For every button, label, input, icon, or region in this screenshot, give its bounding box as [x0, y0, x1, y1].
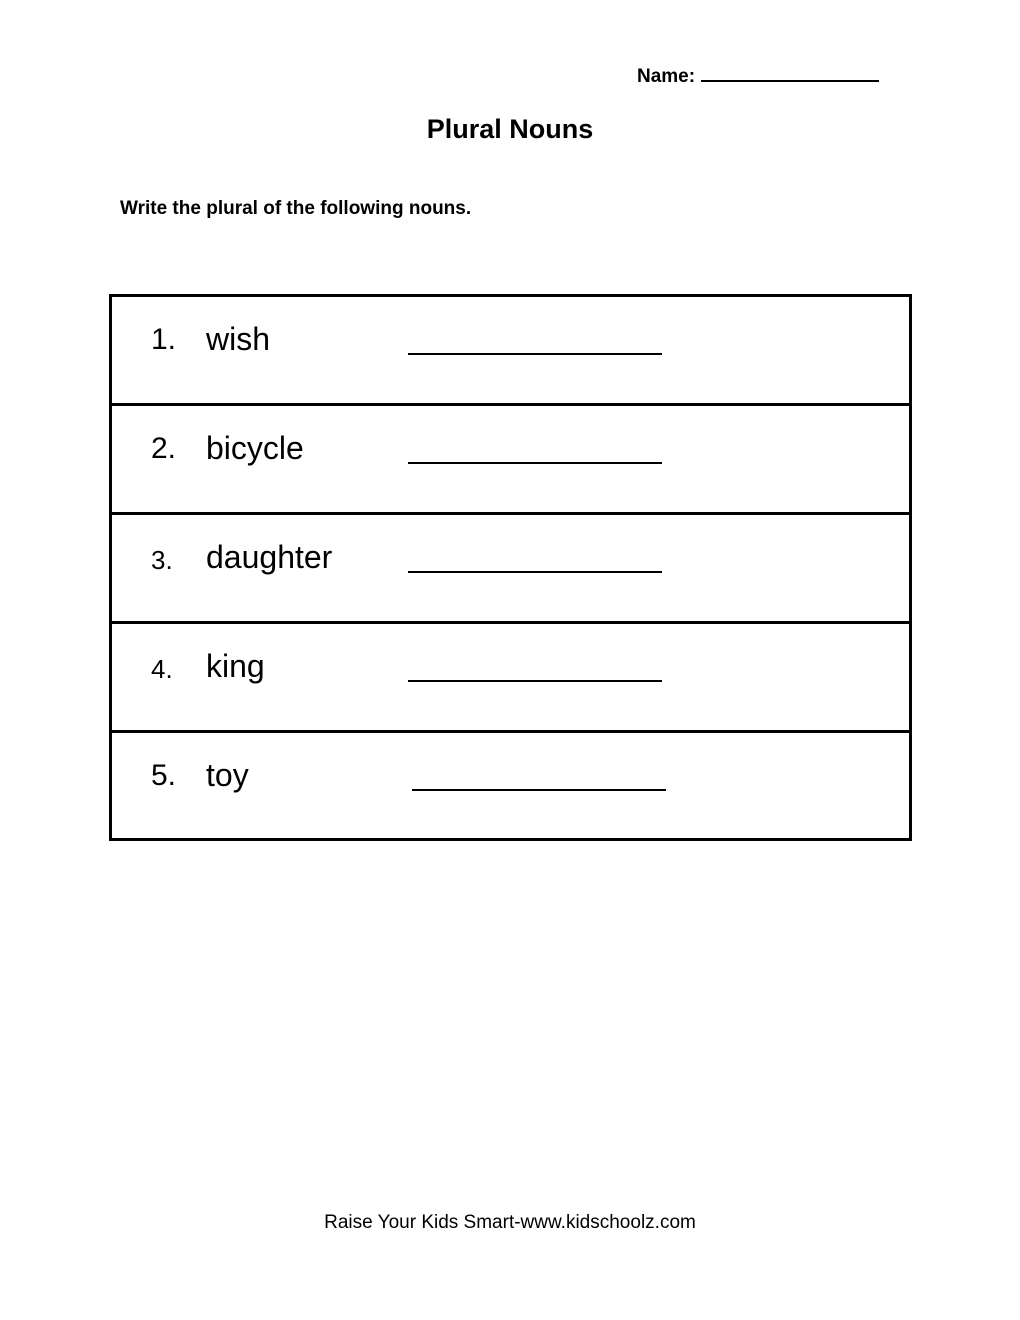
instructions: Write the plural of the following nouns. — [120, 198, 472, 219]
item-number: 1. — [151, 323, 177, 356]
item-word: daughter — [206, 539, 333, 575]
item-word: king — [206, 648, 265, 684]
answer-blank[interactable] — [408, 353, 662, 355]
table-row — [112, 515, 909, 624]
answer-blank[interactable] — [408, 571, 662, 573]
table-row — [112, 297, 909, 406]
item-number: 5. — [151, 759, 177, 792]
item-number: 4. — [151, 654, 173, 684]
item-word: wish — [206, 321, 271, 357]
table-row — [112, 624, 909, 733]
name-field[interactable] — [637, 62, 879, 88]
answer-blank[interactable] — [408, 462, 662, 464]
noun-table — [109, 294, 912, 841]
item-number: 3. — [151, 545, 173, 575]
item-word: bicycle — [206, 430, 304, 466]
page-title: Plural Nouns — [426, 114, 594, 144]
item-word: toy — [206, 757, 249, 793]
table-row — [112, 733, 909, 838]
item-number: 2. — [151, 432, 177, 465]
name-blank-line[interactable] — [701, 62, 879, 82]
name-label: Name: — [637, 66, 696, 87]
answer-blank[interactable] — [412, 789, 666, 791]
answer-blank[interactable] — [408, 680, 662, 682]
footer-credit: Raise Your Kids Smart-www.kidschoolz.com — [324, 1212, 696, 1233]
table-row — [112, 406, 909, 515]
